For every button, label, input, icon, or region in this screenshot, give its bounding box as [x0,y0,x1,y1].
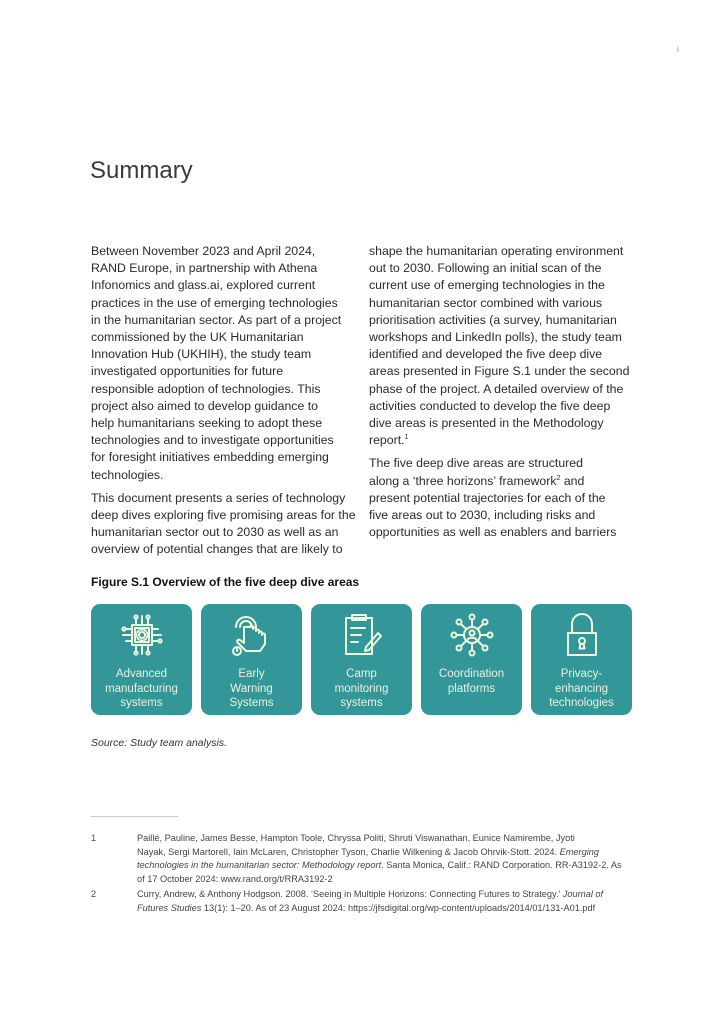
text-run: commissioned by the UK Humanitarian [91,330,304,345]
text-line [369,432,634,449]
paragraph [91,490,359,559]
figure-source: Source: Study team analysis. [91,737,227,749]
text-run: in the humanitarian sector. As part of a project [91,312,342,327]
text-line [91,432,359,449]
italic-text: Emerging [559,846,599,857]
text-run: 13(1): 1–20. As of 23 August 2024: https://jfsdigital.org/wp-content/uploads/2014/01/131-A01.pdf [201,902,596,913]
text-line [91,312,359,329]
text-line [91,381,359,398]
tile-label-line: technologies [549,697,614,709]
deep-dive-areas-figure [91,604,632,715]
clipboard-pen-icon [338,604,386,664]
text-line [137,888,637,902]
text-run: help humanitarians seeking to adopt these [91,416,323,431]
text-run: prioritisation activities (a survey, humanitarian [369,312,617,327]
text-line [91,524,359,541]
text-run: Between November 2023 and April 2024, [91,244,316,258]
text-line [369,507,634,524]
tile-label-line: Privacy- [560,668,603,680]
body-column-left [91,243,359,565]
text-run: technologies. [91,467,164,482]
text-run: humanitarian sector out to 2030 as well as an [91,525,339,540]
footnote-number: 1 [91,833,97,843]
text-run: and [560,473,585,488]
figure-caption: Figure S.1 Overview of the five deep dive areas [91,575,360,589]
text-run: This document presents a series of technology [91,490,346,505]
text-line [91,467,359,484]
tile-label-line: Systems [229,697,274,709]
text-run: five areas out to 2030, including risks and [369,508,596,523]
tile-label-line: Warning [230,682,273,695]
text-line [91,398,359,415]
text-run: technologies and to investigate opportunities [91,433,334,448]
text-run: project also aimed to develop guidance to [91,398,318,413]
text-line [91,449,359,466]
tile-label-line: systems [340,697,383,709]
tile-label [439,667,504,696]
tile-label-line: Coordination [438,668,505,680]
text-line [369,260,634,277]
text-line [369,277,634,294]
text-run: deep dives exploring five promising areas for the [91,508,356,523]
text-line [91,329,359,346]
padlock-icon [558,604,606,664]
footnote-ref: 2 [556,474,561,482]
text-line [137,832,637,846]
tile-label [549,667,614,711]
text-run: dive areas is presented in the Methodology [369,416,604,431]
text-run: along a ‘three horizons’ framework [369,473,557,488]
text-line [369,381,634,398]
text-run: for foresight initiatives embedding emerging [91,450,329,465]
text-line [91,541,359,558]
text-run: current use of emerging technologies in the [369,278,605,293]
text-run: practices in the use of emerging technologies [91,295,338,310]
text-line [91,277,359,294]
text-line [369,398,634,415]
body-column-right [369,243,634,547]
footnote-ref: 1 [404,434,409,442]
tile-label-line: monitoring [334,682,389,695]
text-run: opportunities as well as enablers and barriers [369,525,617,540]
text-line [369,415,634,432]
text-line [137,846,637,860]
text-run: Innovation Hub (UKHIH), the study team [91,347,312,362]
text-run: overview of potential changes that are likely to [91,542,343,557]
text-run: investigated opportunities for future [91,364,284,379]
paragraph [91,243,359,484]
text-run: humanitarian sector combined with various [369,295,603,310]
tile-label [105,667,178,711]
text-line [91,363,359,380]
text-line [369,473,634,490]
text-line [369,295,634,312]
footnote-text [137,832,637,886]
tile-label-line: Early [238,668,265,680]
text-run: . Santa Monica, Calif.: RAND Corporation. RR-A3192-2. As [381,860,622,870]
text-run: out to 2030. Following an initial scan of the [369,261,602,276]
italic-text: Futures Studies [137,902,202,913]
chip-gear-icon [118,604,166,664]
text-line [91,507,359,524]
tile-label-line: enhancing [554,682,609,695]
paragraph [369,243,634,449]
text-run: activities conducted to develop the five deep [369,398,611,413]
text-line [137,859,637,873]
text-line [369,329,634,346]
text-line [369,524,634,541]
text-line [91,415,359,432]
text-run: shape the humanitarian operating environment [369,244,624,258]
tile-label-line: manufacturing [105,682,178,695]
text-line [137,873,637,887]
text-run: of 17 October 2024: www.rand.org/t/RRA3192-2 [137,873,333,884]
text-line [91,346,359,363]
page-number: i [677,45,679,54]
text-line [369,243,634,260]
text-run: workshops and LinkedIn polls), the study team [369,330,622,345]
tile-label-line: platforms [447,682,496,695]
text-run: phase of the project. A detailed overview of the [369,381,624,396]
text-line [369,363,634,380]
text-line [91,490,359,507]
tile-label [335,667,389,711]
paragraph [369,455,634,541]
text-run: identified and developed the five deep dive [369,347,603,362]
text-line [91,260,359,277]
text-run: Curry, Andrew, & Anthony Hodgson. 2008. ‘Seeing in Multiple Horizons: Connecting Futures to Strategy.’ [137,889,563,899]
tile-label-line: systems [120,697,163,709]
text-run: The five deep dive areas are structured [369,456,583,471]
footnote-text [137,888,637,915]
text-run: Paillé, Pauline, James Besse, Hampton Toole, Chryssa Politi, Shruti Viswanathan, Eunice Namirembe, Jyoti [137,833,575,843]
deep-dive-tile [531,604,632,715]
text-line [369,312,634,329]
tile-label [229,667,273,711]
network-person-icon [448,604,496,664]
text-run: RAND Europe, in partnership with Athena [91,261,318,276]
text-run: present potential trajectories for each of the [369,490,606,505]
italic-text: Journal of [562,889,604,899]
italic-text: technologies in the humanitarian sector: Methodology report [137,860,382,870]
text-run: responsible adoption of technologies. This [91,381,321,396]
tile-label-line: Advanced [115,668,168,680]
text-run: Infonomics and glass.ai, explored current [91,278,316,293]
footnote-divider [91,816,178,817]
page-title: Summary [90,157,193,185]
text-line [369,346,634,363]
tile-label-line: Camp [346,668,377,680]
text-run: report. [369,433,405,448]
deep-dive-tile [421,604,522,715]
footnote-number: 2 [91,889,97,899]
text-line [91,243,359,260]
deep-dive-tile [91,604,192,715]
text-line [137,902,637,916]
text-line [369,490,634,507]
touch-hand-icon [228,604,276,664]
text-run: Nayak, Sergi Martorell, Iain McLaren, Christopher Tyson, Charlie Wilkening & Jacob Ohrvik-Stott. 2024. [137,846,560,857]
deep-dive-tile [311,604,412,715]
text-line [369,455,634,472]
text-run: areas presented in Figure S.1 under the second [369,364,630,379]
deep-dive-tile [201,604,302,715]
text-line [91,295,359,312]
